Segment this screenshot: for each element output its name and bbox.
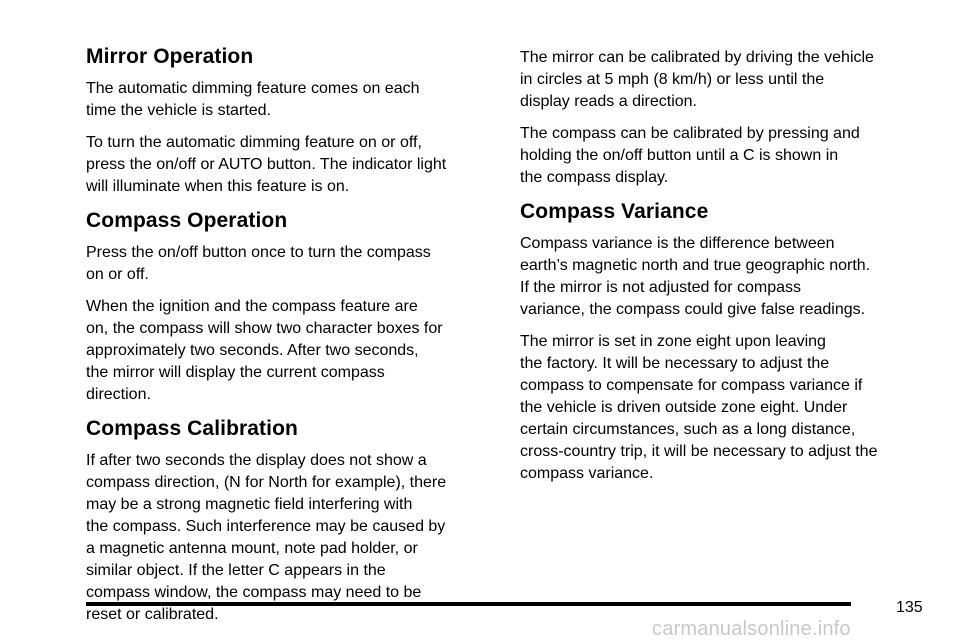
section-calibration-continued [520, 47, 940, 189]
page-number: 135 [896, 599, 923, 616]
section-compass-operation [86, 208, 506, 406]
paragraph: Compass variance is the difference between earth’s magnetic north and true geographic north. If the mirror is not adjusted for compass variance, the compass could give false readings. [520, 235, 871, 318]
paragraph: If after two seconds the display does not show a compass direction, (N for North for example), there may be a strong magnetic field interfering with the compass. Such interference may be caused by a magnetic antenna mount, note pad holder, or similar object. If the letter C appears in the compass window, the compass may need to be reset or calibrated. [86, 452, 447, 623]
section-compass-variance [520, 199, 940, 485]
paragraph: To turn the automatic dimming feature on or off, press the on/off or AUTO button. The indicator light will illuminate when this feature is on. [86, 134, 447, 195]
paragraph: The mirror can be calibrated by driving the vehicle in circles at 5 mph (8 km/h) or less until the display reads a direction. [520, 49, 874, 110]
footer-rule [86, 602, 851, 606]
heading-mirror-operation: Mirror Operation [86, 45, 254, 68]
heading-compass-variance: Compass Variance [520, 200, 709, 223]
heading-compass-operation: Compass Operation [86, 209, 288, 232]
left-column [86, 44, 506, 636]
paragraph: When the ignition and the compass feature are on, the compass will show two character boxes for approximately two seconds. After two seconds, the mirror will display the current compass direction. [86, 298, 443, 403]
section-compass-calibration [86, 416, 506, 626]
paragraph: The automatic dimming feature comes on each time the vehicle is started. [86, 80, 420, 119]
section-mirror-operation [86, 44, 506, 198]
watermark: carmanualsonline.info [652, 618, 851, 640]
paragraph: Press the on/off button once to turn the compass on or off. [86, 244, 431, 283]
paragraph: The compass can be calibrated by pressing and holding the on/off button until a C is shown in the compass display. [520, 125, 860, 186]
right-column [520, 47, 940, 495]
paragraph: The mirror is set in zone eight upon leaving the factory. It will be necessary to adjust the compass to compensate for compass variance if the vehicle is driven outside zone eight. Under certain circumstances, such as a long distance, cross-country trip, it will be necessary to adjust the compass variance. [520, 333, 878, 482]
heading-compass-calibration: Compass Calibration [86, 417, 298, 440]
